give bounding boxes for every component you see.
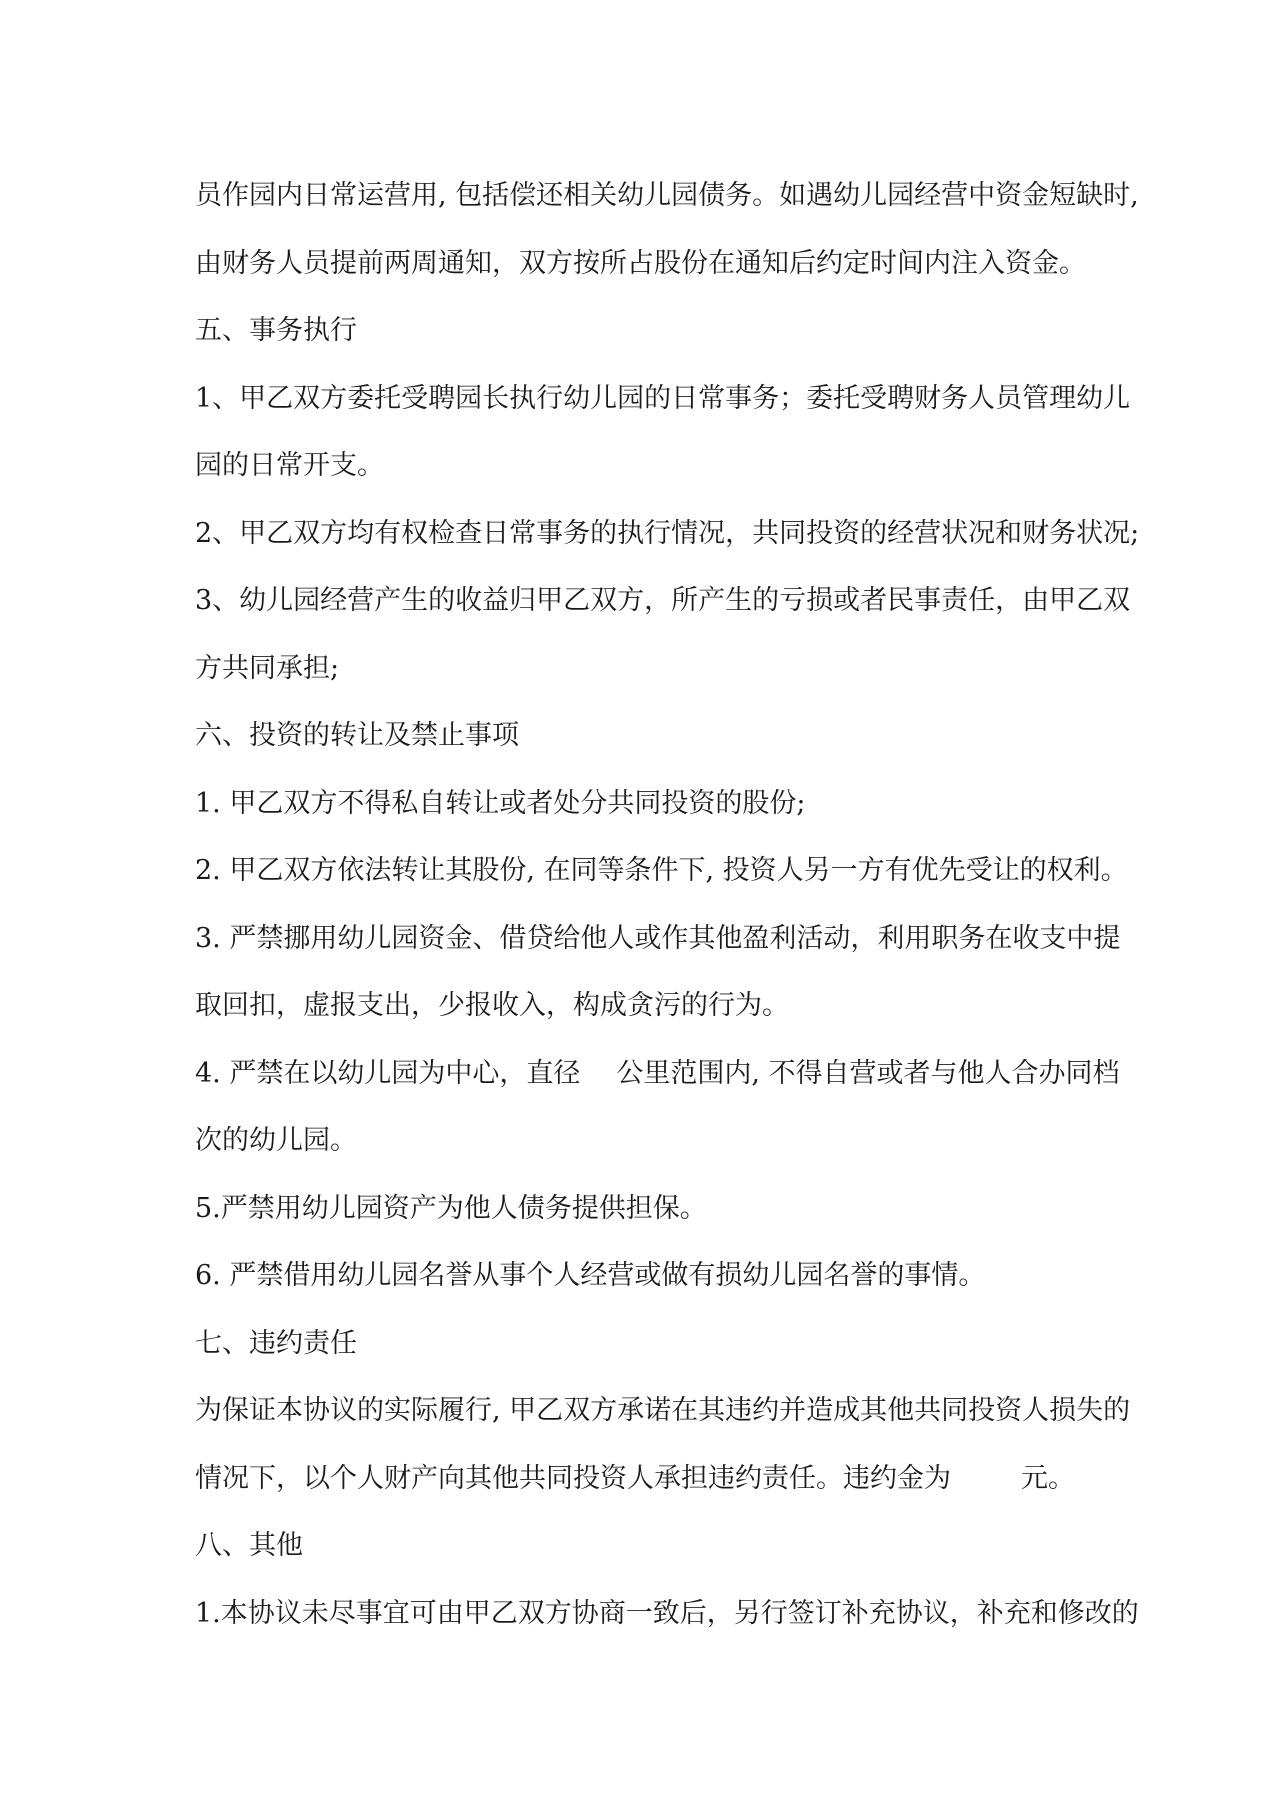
paragraph-line: 1、甲乙双方委托受聘园长执行幼儿园的日常事务；委托受聘财务人员管理幼儿 [195,382,1131,414]
paragraph-line: 由财务人员提前两周通知，双方按所占股份在通知后约定时间内注入资金。 [195,247,1086,279]
paragraph-line: 5.严禁用幼儿园资产为他人债务提供担保。 [195,1192,707,1224]
paragraph-text: 情况下，以个人财产向其他共同投资人承担违约责任。违约金为 [195,1462,951,1494]
document-body [195,162,1140,1647]
section-heading-7: 七、违约责任 [195,1327,357,1359]
section-heading-6: 六、投资的转让及禁止事项 [195,720,519,751]
paragraph-line: 员作园内日常运营用, 包括偿还相关幼儿园债务。如遇幼儿园经营中资金短缺时, [195,180,1139,211]
paragraph-line [195,1040,1120,1108]
paragraph-line: 1.本协议未尽事宜可由甲乙双方协商一致后，另行签订补充协议，补充和修改的 [195,1597,1139,1629]
paragraph-line: 取回扣，虚报支出，少报收入，构成贪污的行为。 [195,990,789,1021]
paragraph-line: 园的日常开支。 [195,450,384,481]
paragraph-line: 6. 严禁借用幼儿园名誉从事个人经营或做有损幼儿园名誉的事情。 [195,1260,986,1291]
section-heading-8: 八、其他 [195,1530,303,1561]
paragraph-text: 元。 [1021,1462,1075,1494]
section-heading-5: 五、事务执行 [195,315,357,346]
paragraph-line: 3、幼儿园经营产生的收益归甲乙双方，所产生的亏损或者民事责任，由甲乙双 [195,585,1131,616]
paragraph-line [195,1445,1095,1513]
paragraph-text: 公里范围内, 不得自营或者与他人合办同档 [616,1057,1120,1089]
paragraph-text: 4. 严禁在以幼儿园为中心，直径 [195,1057,581,1089]
paragraph-line: 次的幼儿园。 [195,1125,357,1156]
paragraph-line: 2、甲乙双方均有权检查日常事务的执行情况，共同投资的经营状况和财务状况; [195,517,1140,549]
paragraph-line: 方共同承担; [195,652,340,684]
paragraph-line: 2. 甲乙双方依法转让其股份, 在同等条件下, 投资人另一方有优先受让的权利。 [195,855,1128,886]
paragraph-line: 为保证本协议的实际履行, 甲乙双方承诺在其违约并造成其他共同投资人损失的 [195,1395,1131,1426]
paragraph-line: 1. 甲乙双方不得私自转让或者处分共同投资的股份; [195,787,806,819]
paragraph-line: 3. 严禁挪用幼儿园资金、借贷给他人或作其他盈利活动，利用职务在收支中提 [195,922,1121,954]
